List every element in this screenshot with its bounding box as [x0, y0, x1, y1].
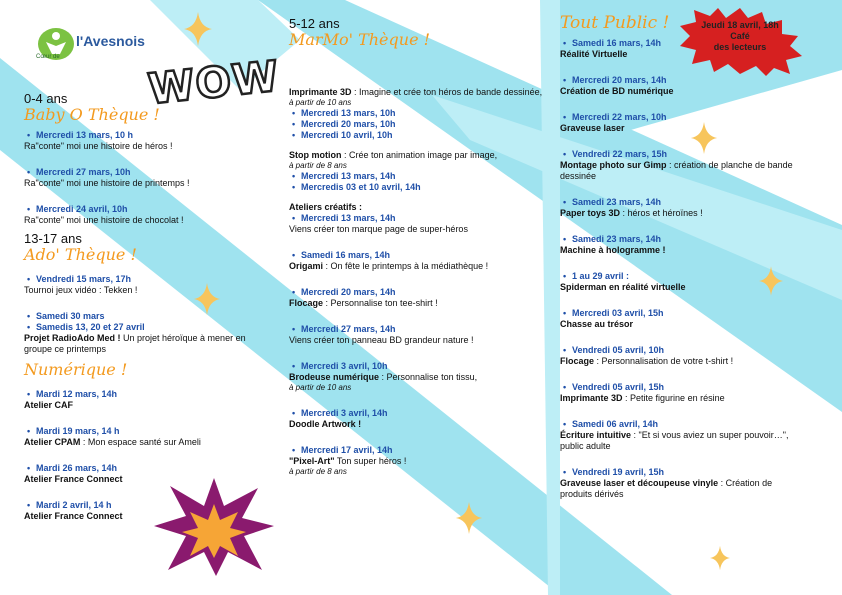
- event-date: • Samedi 23 mars, 14h: [560, 197, 800, 208]
- event-name: Brodeuse numérique: [289, 372, 380, 382]
- event-title: Ra"conte" moi une histoire de chocolat !: [24, 215, 184, 225]
- event-date: • Vendredi 05 avril, 10h: [560, 345, 800, 356]
- event-title: "Pixel-Art" Ton super héros !: [289, 456, 407, 466]
- list-item: [24, 130, 264, 152]
- event-title: [24, 400, 264, 411]
- event-title: Brodeuse numérique : Personnalise ton tissu,: [289, 372, 478, 382]
- event-title: Réalité Virtuelle: [560, 49, 628, 59]
- event-name: Stop motion: [289, 150, 342, 160]
- event-title: [289, 419, 551, 430]
- logo-text: l'Avesnois: [76, 33, 145, 49]
- tout-title: Tout Public !: [560, 13, 670, 33]
- list-item: [560, 382, 800, 404]
- ado-age: 13-17 ans: [24, 231, 82, 246]
- event-title: Création de BD numérique: [560, 86, 674, 96]
- list-item: [560, 234, 800, 256]
- badge-text: [684, 20, 796, 53]
- list-item: [24, 389, 264, 411]
- list-item: [289, 361, 551, 393]
- list-item: [289, 250, 551, 272]
- event-date: • Samedis 13, 20 et 27 avril: [24, 322, 264, 333]
- badge-line2: Café: [730, 31, 750, 41]
- event-title: Graveuse laser: [560, 123, 625, 133]
- event-desc: Un projet héroïque à mener en groupe ce printemps: [24, 333, 246, 354]
- list-item: [560, 149, 800, 182]
- event-date: • Mercredi 20 mars, 10h: [289, 119, 551, 130]
- event-title: Chasse au trésor: [560, 319, 634, 329]
- event-title: Atelier CPAM : Mon espace santé sur Ameli: [24, 437, 201, 447]
- event-date: • Mercredi 22 mars, 10h: [560, 112, 800, 123]
- list-item: [289, 324, 551, 346]
- event-title: Ra"conte" moi une histoire de héros !: [24, 141, 173, 151]
- event-title: Origami : On fête le printemps à la médiathèque !: [289, 261, 489, 271]
- event-title: Graveuse laser et découpeuse vinyle : Création de produits dérivés: [560, 478, 773, 499]
- event-title: Machine à hologramme !: [560, 245, 666, 255]
- event-title: Paper toys 3D : héros et héroïnes !: [560, 208, 703, 218]
- event-date: • Samedi 16 mars, 14h: [560, 38, 800, 49]
- event-title: Stop motion : Crée ton animation image par image,: [289, 150, 498, 160]
- list-item: [289, 445, 551, 477]
- event-name: Imprimante 3D: [289, 87, 352, 97]
- event-date: • Mardi 12 mars, 14h: [24, 389, 264, 400]
- badge-line3: des lecteurs: [713, 42, 767, 52]
- list-item: [24, 311, 264, 355]
- baby-title: Baby O Thèque !: [24, 105, 160, 124]
- event-date: • Vendredi 05 avril, 15h: [560, 382, 800, 393]
- event-date: • Mercredi 27 mars, 14h: [289, 324, 551, 335]
- baby-age: 0-4 ans: [24, 91, 68, 106]
- marmo-title: MarMo' Thèque !: [289, 30, 431, 49]
- event-name: Projet RadioAdo Med !: [24, 333, 121, 343]
- event-title: Imprimante 3D : Petite figurine en résine: [560, 393, 725, 403]
- event-title: [24, 333, 264, 355]
- event-title: Imprimante 3D : Imagine et crée ton héros de bande dessinée,: [289, 87, 543, 97]
- list-item: [289, 87, 551, 141]
- event-note: à partir de 8 ans: [289, 161, 347, 170]
- column-right: [560, 14, 800, 500]
- event-date: • Mercredi 27 mars, 10h: [24, 167, 264, 178]
- list-item: [289, 150, 551, 193]
- event-date: • Samedi 23 mars, 14h: [560, 234, 800, 245]
- event-date: • Vendredi 22 mars, 15h: [560, 149, 800, 160]
- column-left: [24, 92, 264, 522]
- list-item: [289, 202, 551, 235]
- event-date: • Mardi 2 avril, 14 h: [24, 500, 264, 511]
- event-date: • Mercredi 17 avril, 14h: [289, 445, 551, 456]
- list-item: [560, 271, 800, 293]
- event-date: • Mercredi 03 avril, 15h: [560, 308, 800, 319]
- event-name: Flocage: [289, 298, 324, 308]
- num-title: Numérique !: [24, 360, 128, 379]
- list-item: [560, 75, 800, 97]
- list-item: [560, 345, 800, 367]
- event-date: • Mercredis 03 et 10 avril, 14h: [289, 182, 551, 193]
- list-item: [560, 112, 800, 134]
- event-date: • Mardi 26 mars, 14h: [24, 463, 264, 474]
- event-title: Tournoi jeux vidéo : Tekken !: [24, 285, 138, 295]
- event-desc: Viens créer ton marque page de super-héros: [289, 224, 468, 234]
- event-date: • Samedi 16 mars, 14h: [289, 250, 551, 261]
- list-item: [24, 426, 264, 448]
- event-date: • Samedi 30 mars: [24, 311, 264, 322]
- event-name: Ateliers créatifs :: [289, 202, 363, 212]
- event-note: à partir de 8 ans: [289, 467, 347, 476]
- event-date: • Mercredi 20 mars, 14h: [560, 75, 800, 86]
- event-title: Viens créer ton panneau BD grandeur nature !: [289, 335, 474, 345]
- event-note: à partir de 10 ans: [289, 98, 352, 107]
- list-item: [24, 167, 264, 189]
- logo-subtext: Cœur de: [36, 54, 60, 60]
- event-date: • Vendredi 15 mars, 17h: [24, 274, 264, 285]
- event-name: "Pixel-Art": [289, 456, 335, 466]
- event-date: • Mercredi 13 mars, 14h: [289, 213, 551, 224]
- sparkle-icon: [455, 502, 483, 534]
- event-date: • Mercredi 13 mars, 10 h: [24, 130, 264, 141]
- wow-title: WOW: [145, 51, 282, 114]
- event-date: • Mercredi 13 mars, 14h: [289, 171, 551, 182]
- list-item: [560, 419, 800, 452]
- sparkle-icon: [184, 12, 212, 46]
- marmo-age: 5-12 ans: [289, 16, 340, 31]
- event-title: Flocage : Personnalise ton tee-shirt !: [289, 298, 438, 308]
- event-date: • Mercredi 20 mars, 14h: [289, 287, 551, 298]
- event-title: Flocage : Personnalisation de votre t-shirt !: [560, 356, 734, 366]
- event-date: • Mercredi 13 mars, 10h: [289, 108, 551, 119]
- event-title: Spiderman en réalité virtuelle: [560, 282, 686, 292]
- list-item: [560, 197, 800, 219]
- event-name: Origami: [289, 261, 324, 271]
- list-item: [289, 287, 551, 309]
- ado-title: Ado' Thèque !: [24, 245, 137, 264]
- logo: [32, 20, 145, 68]
- event-name: Doodle Artwork !: [289, 419, 362, 429]
- event-date: • 1 au 29 avril :: [560, 271, 800, 282]
- event-name: Atelier CAF: [24, 400, 74, 410]
- event-name: Atelier France Connect: [24, 511, 123, 521]
- list-item: [560, 308, 800, 330]
- event-title: Ra"conte" moi une histoire de printemps !: [24, 178, 190, 188]
- event-note: à partir de 10 ans: [289, 383, 352, 392]
- sparkle-icon: [710, 545, 730, 571]
- list-item: [560, 467, 800, 500]
- event-date: • Mercredi 24 avril, 10h: [24, 204, 264, 215]
- badge-line1: Jeudi 18 avril, 18h: [701, 20, 779, 30]
- event-date: • Mercredi 10 avril, 10h: [289, 130, 551, 141]
- column-middle: [289, 17, 551, 477]
- list-item: [24, 274, 264, 296]
- event-date: • Vendredi 19 avril, 15h: [560, 467, 800, 478]
- event-title: Écriture intuitive : "Et si vous aviez un super pouvoir…", public adulte: [560, 430, 789, 451]
- event-title: Montage photo sur Gimp : création de planche de bande dessinée: [560, 160, 793, 181]
- burst-icon: [154, 478, 274, 576]
- event-date: • Mercredi 3 avril, 10h: [289, 361, 551, 372]
- list-item: [289, 408, 551, 430]
- event-date: • Mardi 19 mars, 14 h: [24, 426, 264, 437]
- event-date: • Samedi 06 avril, 14h: [560, 419, 800, 430]
- event-name: Atelier France Connect: [24, 474, 123, 484]
- event-name: Atelier CPAM: [24, 437, 81, 447]
- event-date: • Mercredi 3 avril, 14h: [289, 408, 551, 419]
- list-item: [24, 204, 264, 226]
